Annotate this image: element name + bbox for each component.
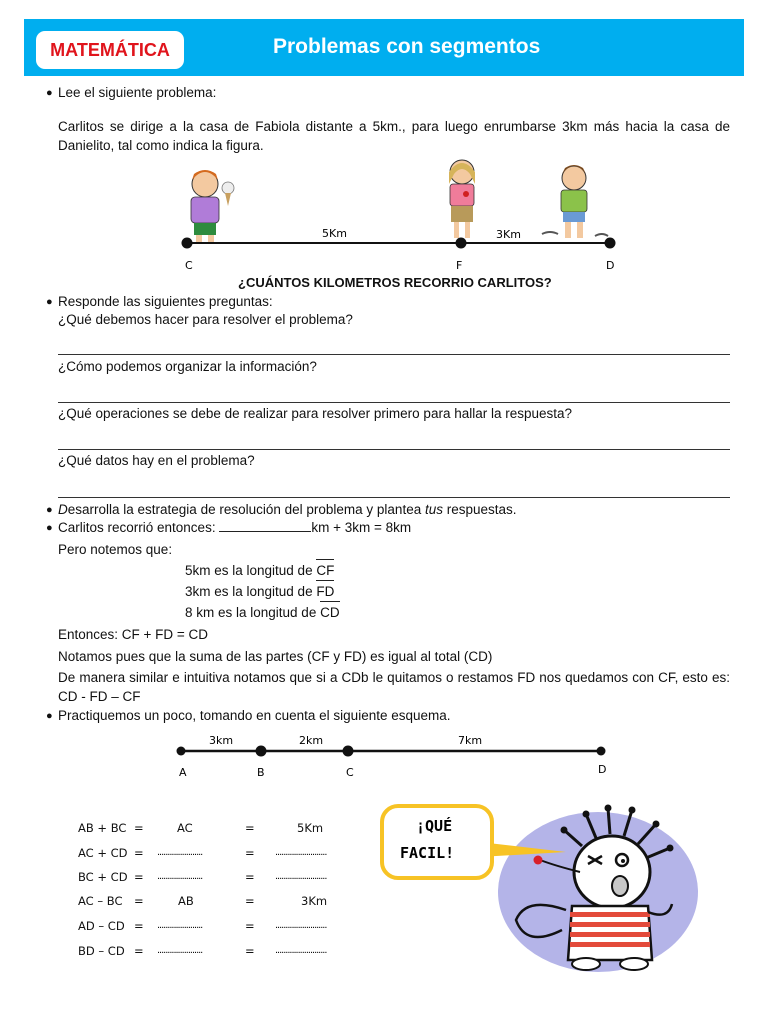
bullet-dot: ● [46,87,53,99]
point-b-label: B [257,766,265,779]
page-title: Problemas con segmentos [273,35,541,58]
equals-sign: = [134,846,144,860]
bullet-dot: ● [46,522,53,534]
pero-notemos: Pero notemos que: [58,542,173,557]
length-cf-text: 5km es la longitud de [185,563,317,578]
point-a-marker [177,747,186,756]
exercise-blank-result[interactable]: ......................... [275,944,327,956]
fabiola-illustration [449,160,475,238]
answer-line-1[interactable] [58,354,730,355]
subject-badge [36,31,184,69]
strategy-suffix: respuestas. [442,502,517,517]
instruction-read: Lee el siguiente problema: [58,85,217,100]
point-c-label: C [185,259,193,272]
point-c-marker [343,746,354,757]
segment-figure-abcd [170,728,620,783]
exercise-blank-result[interactable]: ......................... [275,919,327,931]
segment-ab-label: 3km [209,734,234,747]
point-f-marker [456,238,467,249]
segment-cd-label: CD [320,605,340,620]
exercise-blank-middle[interactable]: ...................... [157,944,203,956]
segment-cd-label: 7km [458,734,483,747]
answer-line-2[interactable] [58,402,730,403]
point-d-label: D [606,259,615,272]
blank-field[interactable] [219,519,311,532]
similar-statement: De manera similar e intuitiva notamos que si a CDb le quitamos o restamos FD nos quedamos con CF, esto es: CD - FD – CF [58,670,730,704]
notamos-statement: Notamos pues que la suma de las partes (CF y FD) es igual al total (CD) [58,649,493,664]
exercise-expression: BD – CD [78,944,125,958]
segment-bc-label: 2km [299,734,324,747]
equals-sign: = [245,846,255,860]
bullet-dot: ● [46,296,53,308]
carlitos-equation [58,519,411,537]
bullet-dot: ● [46,710,53,722]
equals-sign: = [245,894,255,908]
bubble-line-2: FACIL! [400,844,455,862]
segment-figure-cfd [170,150,640,275]
length-fd-text: 3km es la longitud de [185,584,317,599]
point-b-marker [256,746,267,757]
red-dot [534,856,543,865]
questions-instruction: Responde las siguientes preguntas: [58,294,273,309]
segment-cf-label: CF [316,563,335,578]
exercise-result: 3Km [301,894,328,908]
equals-sign: = [245,944,255,958]
distance-fd-label: 3Km [496,228,521,241]
equals-sign: = [134,894,144,908]
exercise-blank-result[interactable]: ......................... [275,870,327,882]
point-d-label: D [598,763,607,776]
exercise-expression: AD – CD [78,919,125,933]
exercise-result: 5Km [297,821,324,835]
carlitos-suffix: km + 3km = 8km [311,520,412,535]
exercise-expression: AC – BC [78,894,123,908]
point-d-marker [597,747,606,756]
segment-fd-label: FD [316,584,335,599]
equals-sign: = [245,870,255,884]
point-a-label: A [179,766,187,779]
point-d-marker [605,238,616,249]
equals-sign: = [134,919,144,933]
bullet-dot: ● [46,504,53,516]
problem-statement: Carlitos se dirige a la casa de Fabiola distante a 5km., para luego enrumbarse 3km más hacia la casa de Danielito, tal como indica la figura. [58,119,730,153]
exercise-expression: AB + BC [78,821,127,835]
point-c-marker [182,238,193,249]
distance-cf-label: 5Km [322,227,347,240]
strategy-prefix: D [58,502,68,517]
exercise-expression: AC + CD [78,846,128,860]
exercise-middle: AB [178,894,194,908]
question-1: ¿Qué debemos hacer para resolver el problema? [58,312,353,327]
cartoon-illustration [376,800,706,972]
answer-line-4[interactable] [58,497,730,498]
exercise-blank-middle[interactable]: ...................... [157,919,203,931]
practice-instruction: Practiquemos un poco, tomando en cuenta el siguiente esquema. [58,708,451,723]
carlitos-illustration [191,170,234,243]
point-c-label: C [346,766,354,779]
entonces-equation: Entonces: CF + FD = CD [58,627,209,642]
strategy-instruction [58,501,517,519]
carlitos-prefix: Carlitos recorrió entonces: [58,520,220,535]
exercise-middle: AC [177,821,193,835]
question-4: ¿Qué datos hay en el problema? [58,453,255,468]
length-cd-line [185,604,340,622]
exercise-blank-middle[interactable]: ...................... [157,846,203,858]
boy-head [574,836,650,908]
subject-label: MATEMÁTICA [50,40,170,60]
exercise-expression: BC + CD [78,870,128,884]
equals-sign: = [134,870,144,884]
equals-sign: = [245,919,255,933]
strategy-main: esarrolla la estrategia de resolución del problema y plantea [67,502,425,517]
question-2: ¿Cómo podemos organizar la información? [58,359,317,374]
length-fd-line [185,583,334,601]
length-cd-text: 8 km es la longitud de [185,605,321,620]
danielito-illustration [542,165,608,238]
equals-sign: = [134,821,144,835]
strategy-italic: tus [424,502,443,517]
exercise-blank-result[interactable]: ......................... [275,846,327,858]
equals-sign: = [245,821,255,835]
exercise-blank-middle[interactable]: ...................... [157,870,203,882]
point-f-label: F [456,259,463,272]
answer-line-3[interactable] [58,449,730,450]
bubble-line-1: ¡QUÉ [416,817,453,835]
length-cf-line [185,562,334,580]
equals-sign: = [134,944,144,958]
question-3: ¿Qué operaciones se debe de realizar para resolver primero para hallar la respuesta? [58,406,573,421]
figure-question: ¿CUÁNTOS KILOMETROS RECORRIO CARLITOS? [238,275,552,290]
